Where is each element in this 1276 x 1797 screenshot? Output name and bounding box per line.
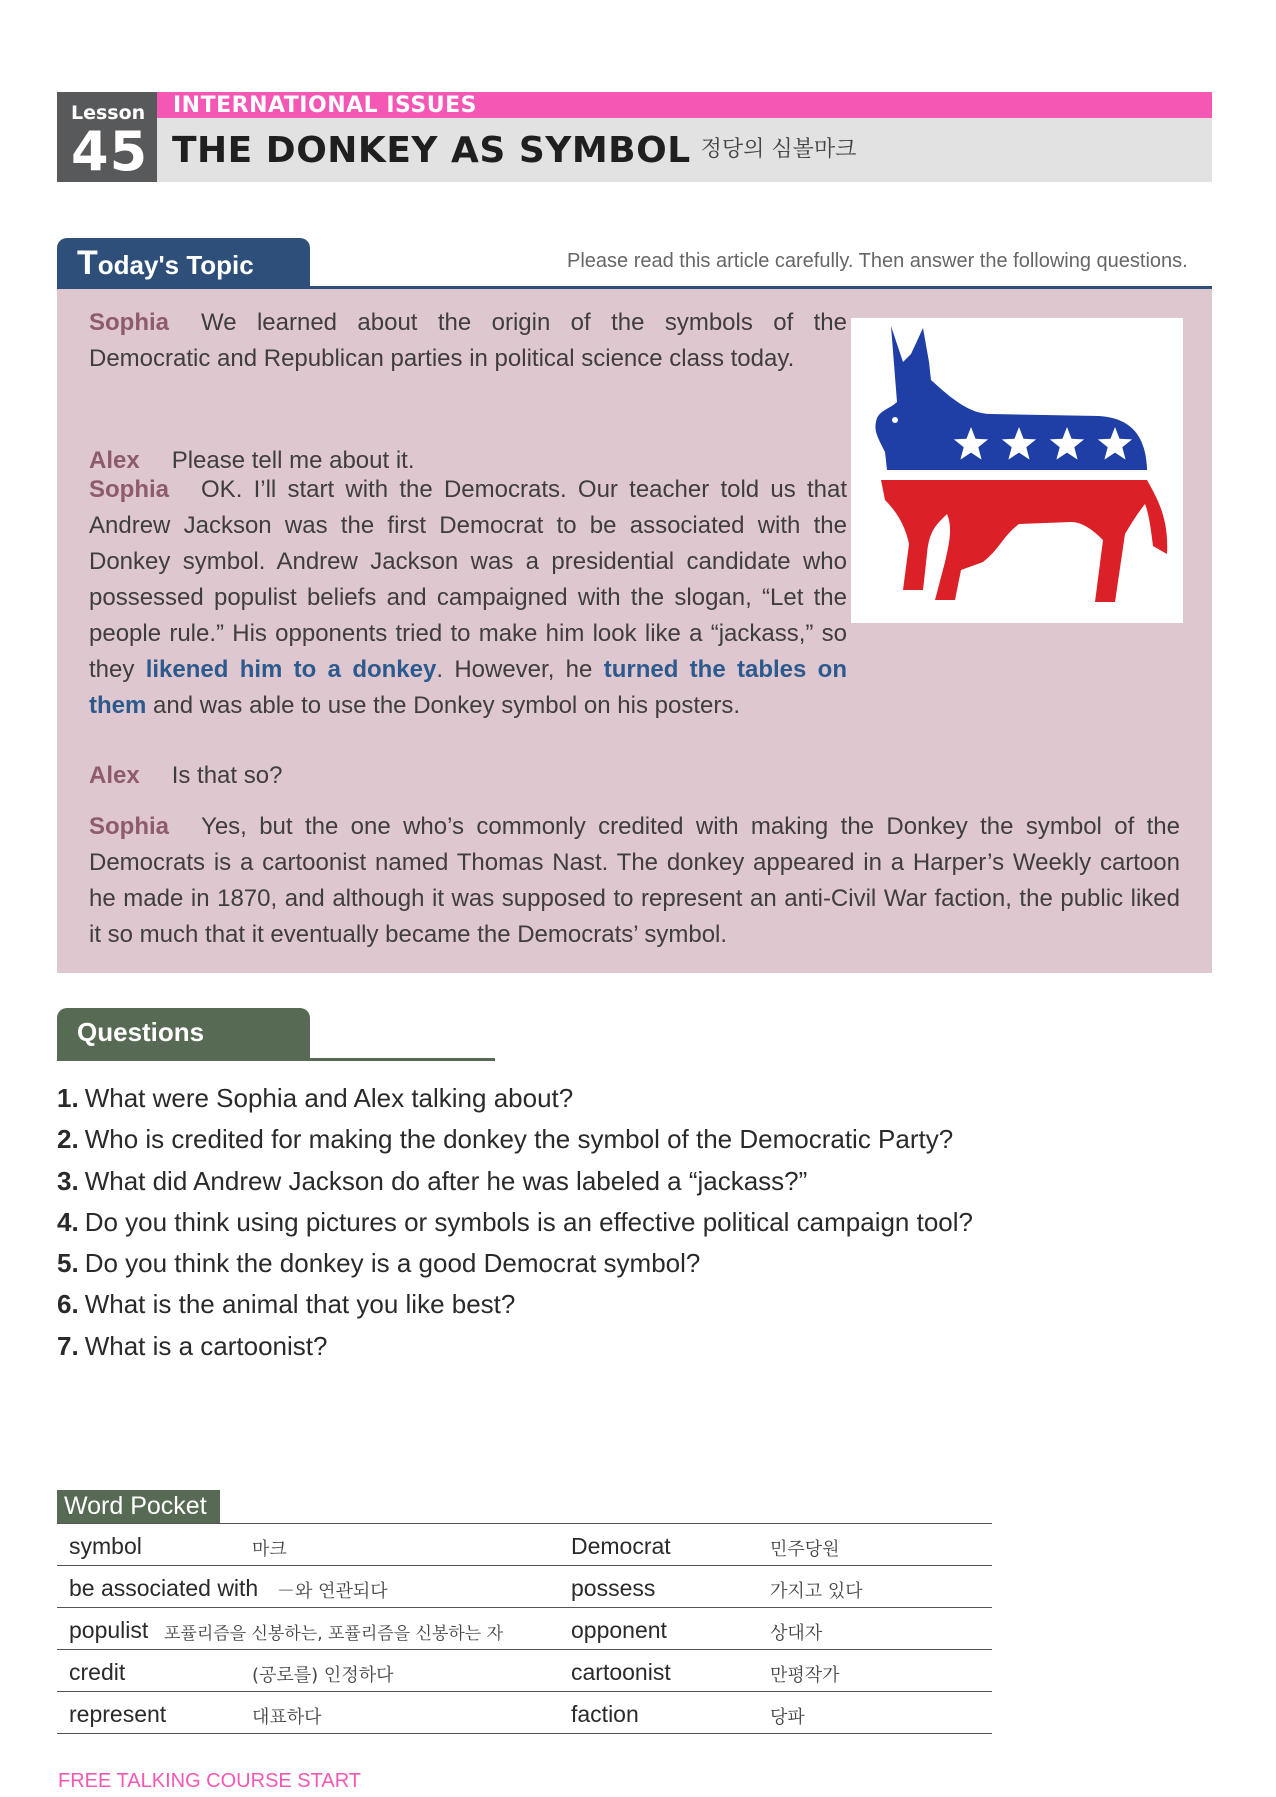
vocab-term: be associated with bbox=[69, 1575, 259, 1601]
question-item bbox=[57, 1243, 973, 1284]
vocab-term: represent bbox=[69, 1701, 167, 1727]
reading-instruction: Please read this article carefully. Then answer the following questions. bbox=[567, 250, 1188, 272]
vocab-row bbox=[57, 1523, 992, 1566]
title-english: THE DONKEY AS SYMBOL bbox=[172, 130, 691, 171]
questions-divider bbox=[57, 1058, 495, 1061]
vocab-term: symbol bbox=[69, 1533, 142, 1559]
dialogue-text: Is that so? bbox=[171, 762, 283, 789]
dialogue-text: . However, he bbox=[436, 656, 604, 683]
question-text: Who is credited for making the donkey the symbol of the Democratic Party? bbox=[84, 1124, 954, 1155]
vocab-meaning: 포퓰리즘을 신봉하는, 포퓰리즘을 신봉하는 자 bbox=[164, 1624, 504, 1644]
vocab-meaning: 만평작가 bbox=[770, 1665, 840, 1686]
speaker-name: Sophia bbox=[89, 309, 170, 336]
vocab-term: cartoonist bbox=[571, 1659, 671, 1685]
vocab-term: opponent bbox=[571, 1617, 667, 1643]
question-number: 2. bbox=[57, 1124, 79, 1155]
highlight-phrase: turned the tables on them bbox=[89, 656, 847, 719]
question-item bbox=[57, 1326, 973, 1367]
vocab-meaning: －와 연관되다 bbox=[277, 1581, 388, 1602]
vocab-term: populist bbox=[69, 1617, 149, 1643]
todays-topic-tab bbox=[57, 238, 310, 288]
word-pocket-tab bbox=[57, 1490, 220, 1523]
page-title bbox=[172, 130, 856, 171]
vocab-row bbox=[57, 1566, 992, 1608]
donkey-image bbox=[851, 318, 1183, 623]
course-footer: FREE TALKING COURSE START bbox=[58, 1770, 362, 1792]
vocab-term: faction bbox=[571, 1701, 639, 1727]
dialogue-text: OK. I’ll start with the Democrats. Our teacher told us that Andrew Jackson was the first Democrat to be associated with the Donkey symbol. Andrew Jackson was a presidential candidate who possessed populist beliefs and campaigned with the slogan, “Let the people rule.” His opponents tried to make him look like a “jackass,” so they bbox=[89, 476, 847, 683]
speaker-name: Alex bbox=[89, 762, 140, 789]
vocab-meaning: 가지고 있다 bbox=[770, 1581, 863, 1602]
question-text: Do you think the donkey is a good Democrat symbol? bbox=[84, 1248, 701, 1279]
questions-label: Questions bbox=[77, 1017, 205, 1047]
vocab-meaning: 상대자 bbox=[770, 1623, 823, 1644]
question-number: 1. bbox=[57, 1083, 79, 1113]
vocab-row bbox=[57, 1650, 992, 1692]
dialogue-text: Yes, but the one who’s commonly credited with making the Donkey the symbol of the Democrats is a cartoonist named Thomas Nast. The donkey appeared in a Harper’s Weekly cartoon he made in 1870, and although it was supposed to represent an anti-Civil War faction, the public liked it so much that it eventually became the Democrats’ symbol. bbox=[89, 813, 1180, 948]
question-text: What did Andrew Jackson do after he was labeled a “jackass?” bbox=[84, 1165, 808, 1196]
vocab-meaning: 당파 bbox=[770, 1707, 805, 1728]
dialogue-text: and was able to use the Donkey symbol on his posters. bbox=[146, 692, 741, 719]
question-number: 3. bbox=[57, 1165, 79, 1196]
question-number: 4. bbox=[57, 1206, 79, 1237]
lesson-number: 45 bbox=[71, 120, 149, 183]
vocabulary-table bbox=[57, 1523, 992, 1734]
category-label: INTERNATIONAL ISSUES bbox=[173, 93, 477, 118]
vocab-meaning: 마크 bbox=[252, 1539, 287, 1560]
question-text: What were Sophia and Alex talking about? bbox=[84, 1083, 574, 1113]
lesson-badge bbox=[57, 92, 157, 182]
question-number: 7. bbox=[57, 1330, 79, 1361]
dialogue-line bbox=[89, 809, 1180, 953]
speaker-name: Sophia bbox=[89, 476, 170, 503]
questions-tab bbox=[57, 1008, 310, 1060]
question-item bbox=[57, 1119, 973, 1160]
vocab-meaning: 민주당원 bbox=[770, 1539, 840, 1560]
question-item bbox=[57, 1202, 973, 1243]
question-item bbox=[57, 1161, 973, 1202]
vocab-term: possess bbox=[571, 1575, 656, 1601]
speaker-name: Sophia bbox=[89, 813, 170, 840]
question-text: What is the animal that you like best? bbox=[84, 1289, 516, 1320]
vocab-term: Democrat bbox=[571, 1533, 671, 1559]
question-number: 6. bbox=[57, 1289, 79, 1320]
title-bar bbox=[157, 118, 1212, 182]
dialogue-line bbox=[89, 758, 1180, 794]
title-korean: 정당의 심볼마크 bbox=[700, 137, 857, 162]
word-pocket-label: Word Pocket bbox=[64, 1492, 207, 1520]
vocab-row bbox=[57, 1692, 992, 1734]
question-text: Do you think using pictures or symbols is an effective political campaign tool? bbox=[84, 1206, 973, 1237]
question-number: 5. bbox=[57, 1248, 79, 1279]
vocab-term: credit bbox=[69, 1659, 126, 1685]
vocab-row bbox=[57, 1608, 992, 1650]
dialogue-text: Please tell me about it. bbox=[171, 447, 415, 474]
vocab-meaning: 대표하다 bbox=[252, 1707, 322, 1728]
todays-topic-label: Today's Topic bbox=[77, 244, 254, 282]
vocab-meaning: (공로를) 인정하다 bbox=[252, 1665, 394, 1686]
dialogue-text: We learned about the origin of the symbols of the Democratic and Republican parties in political science class today. bbox=[89, 309, 847, 372]
question-text: What is a cartoonist? bbox=[84, 1330, 328, 1361]
question-item bbox=[57, 1078, 973, 1119]
question-item bbox=[57, 1284, 973, 1325]
dialogue-line bbox=[89, 305, 847, 377]
question-list bbox=[57, 1078, 973, 1367]
lesson-label: Lesson bbox=[71, 102, 146, 124]
highlight-phrase: likened him to a donkey bbox=[145, 656, 437, 683]
democratic-donkey-icon bbox=[851, 318, 1183, 623]
speaker-name: Alex bbox=[89, 447, 140, 474]
category-bar bbox=[157, 92, 1212, 118]
